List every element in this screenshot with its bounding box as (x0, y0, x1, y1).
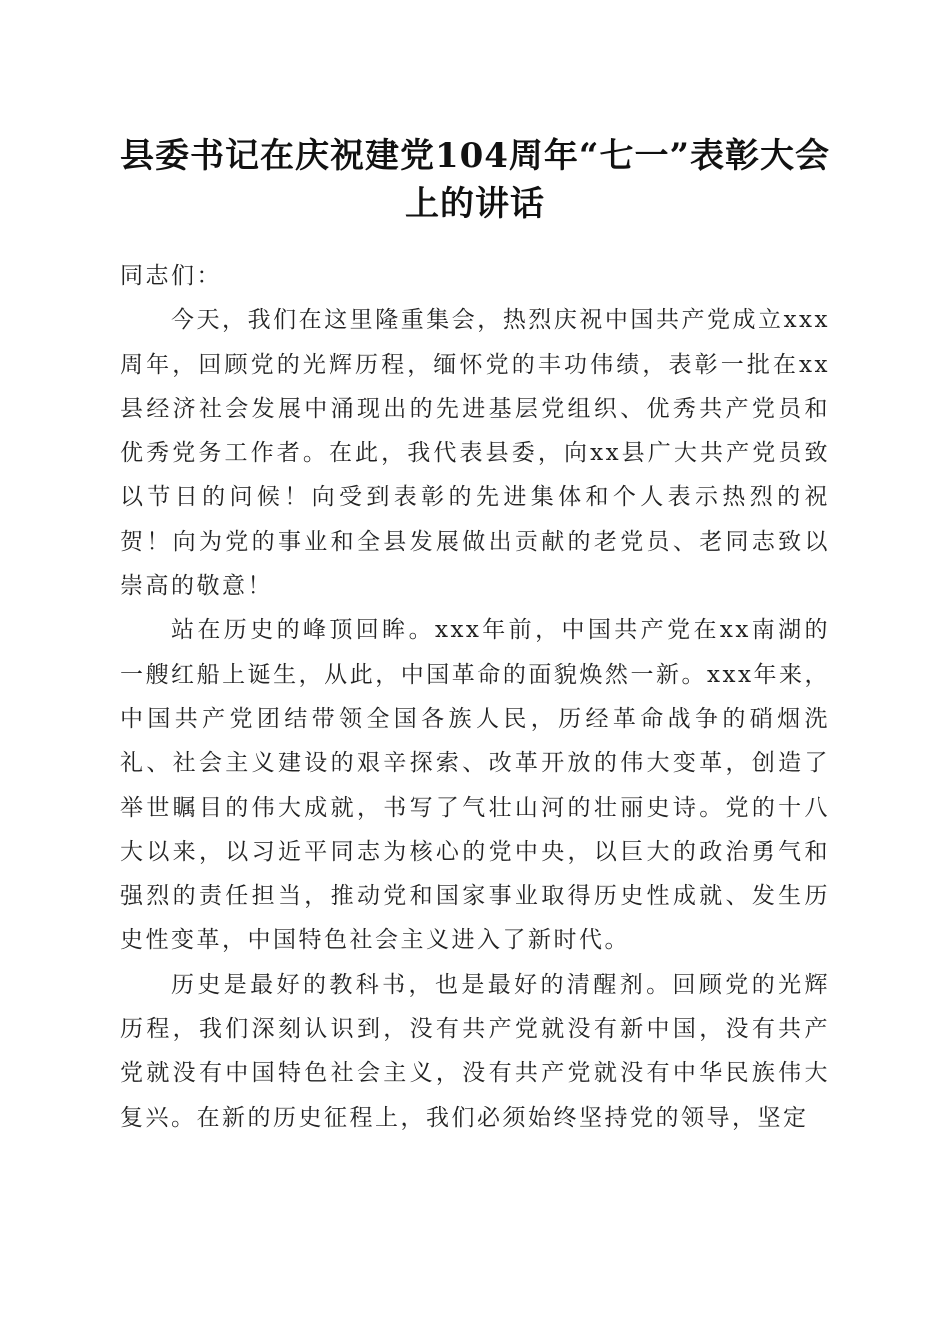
paragraph-3: 历史是最好的教科书，也是最好的清醒剂。回顾党的光辉历程，我们深刻认识到，没有共产党就没有新中国，没有共产党就没有中国特色社会主义，没有共产党就没有中华民族伟大复兴。在新的历史征程上，我们必须始终坚持党的领导，坚定 (120, 971, 830, 1131)
paragraph-2: 站在历史的峰顶回眸。xxx年前，中国共产党在xx南湖的一艘红船上诞生，从此，中国革命的面貌焕然一新。xxx年来，中国共产党团结带领全国各族人民，历经革命战争的硝烟洗礼、社会主义建设的艰辛探索、改革开放的伟大变革，创造了举世瞩目的伟大成就，书写了气壮山河的壮丽史诗。党的十八大以来，以习近平同志为核心的党中央，以巨大的政治勇气和强烈的责任担当，推动党和国家事业取得历史性成就、发生历史性变革，中国特色社会主义进入了新时代。 (120, 617, 830, 954)
document-title: 县委书记在庆祝建党104周年“七一”表彰大会上的讲话 (119, 136, 831, 224)
paragraph-1: 今天，我们在这里隆重集会，热烈庆祝中国共产党成立xxx周年，回顾党的光辉历程，缅怀党的丰功伟绩，表彰一批在xx县经济社会发展中涌现出的先进基层党组织、优秀共产党员和优秀党务工作者。在此，我代表县委，向xx县广大共产党员致以节日的问候！向受到表彰的先进集体和个人表示热烈的祝贺！向为党的事业和全县发展做出贡献的老党员、老同志致以崇高的敬意！ (120, 307, 830, 600)
document-body (120, 254, 830, 1140)
salutation: 同志们： (120, 263, 222, 289)
